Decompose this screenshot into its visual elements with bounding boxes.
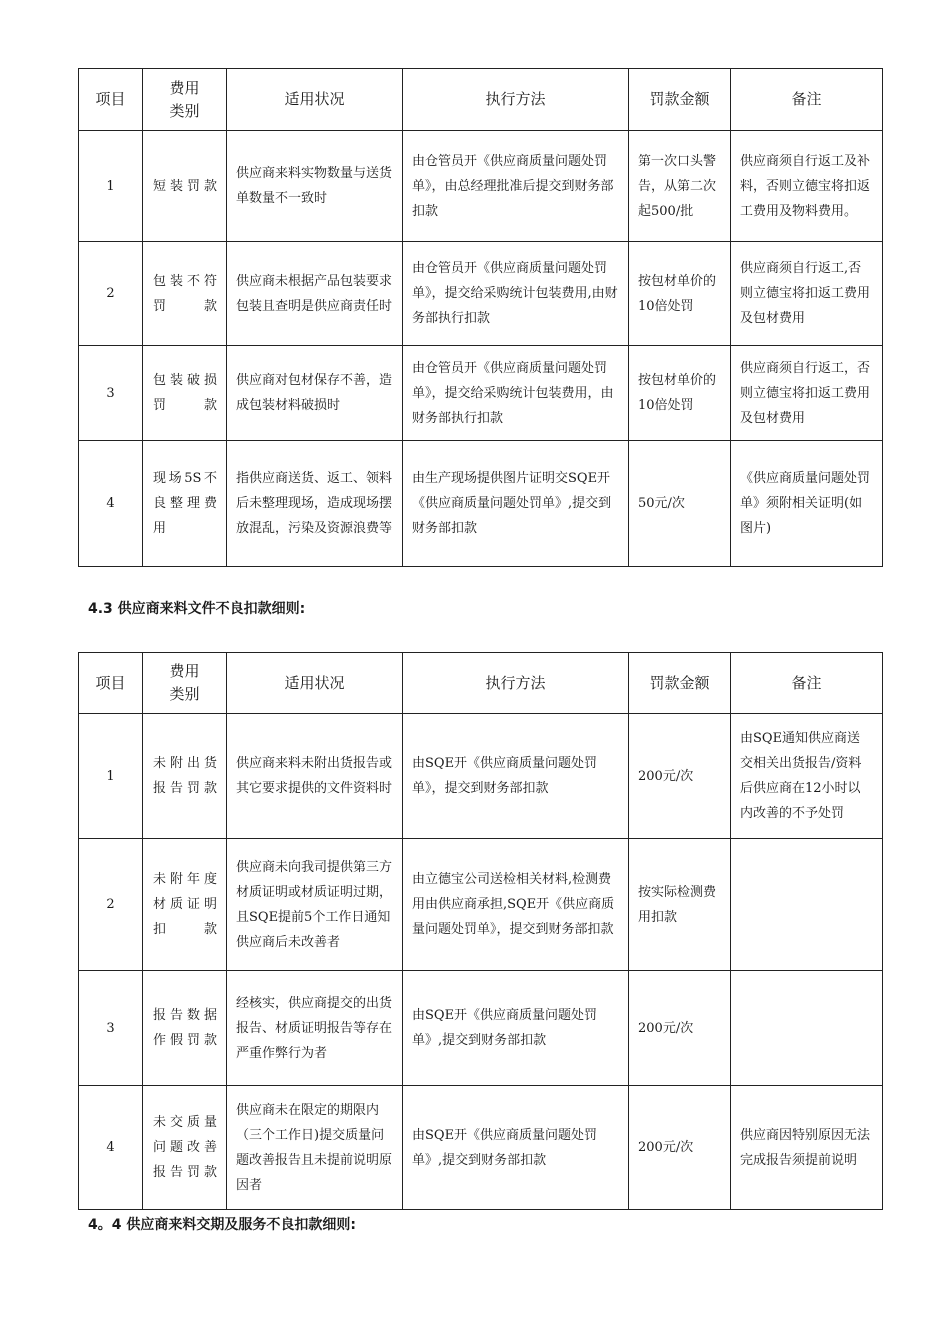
amount: 第一次口头警告，从第二次起500/批	[629, 131, 731, 242]
header-amount: 罚款金额	[629, 653, 731, 714]
method: 由仓管员开《供应商质量问题处罚单》，提交给采购统计包装费用，由财务部执行扣款	[403, 346, 629, 441]
condition: 供应商未根据产品包装要求包装且查明是供应商责任时	[227, 242, 403, 346]
item-number: 3	[79, 971, 143, 1086]
header-item: 项目	[79, 653, 143, 714]
amount: 200元/次	[629, 971, 731, 1086]
condition: 供应商对包材保存不善，造成包装材料破损时	[227, 346, 403, 441]
method: 由立德宝公司送检相关材料,检测费用由供应商承担,SQE开《供应商质量问题处罚单》，提交到财务部扣款	[403, 839, 629, 971]
fee-category: 包装破损罚款	[143, 346, 227, 441]
amount: 200元/次	[629, 1086, 731, 1210]
header-item: 项目	[79, 69, 143, 131]
fee-category: 未交质量问题改善报告罚款	[143, 1086, 227, 1210]
method: 由仓管员开《供应商质量问题处罚单》，提交给采购统计包装费用,由财务部执行扣款	[403, 242, 629, 346]
condition: 指供应商送货、返工、领料后未整理现场，造成现场摆放混乱，污染及资源浪费等	[227, 441, 403, 567]
section-heading-4-4: 4。4 供应商来料交期及服务不良扣款细则:	[88, 1217, 356, 1233]
table-row	[79, 971, 883, 1086]
header-method: 执行方法	[403, 653, 629, 714]
table-row	[79, 714, 883, 839]
fee-category: 现场5S不良整理费用	[143, 441, 227, 567]
note: 供应商因特别原因无法完成报告须提前说明	[731, 1086, 883, 1210]
penalty-table-documents	[78, 652, 883, 1210]
fee-category: 短装罚款	[143, 131, 227, 242]
item-number: 1	[79, 131, 143, 242]
item-number: 1	[79, 714, 143, 839]
table-header-row	[79, 69, 883, 131]
note: 供应商须自行返工,否则立德宝将扣返工费用及包材费用	[731, 242, 883, 346]
header-condition: 适用状况	[227, 653, 403, 714]
fee-category: 未附年度材质证明扣款	[143, 839, 227, 971]
amount: 按实际检测费用扣款	[629, 839, 731, 971]
item-number: 4	[79, 441, 143, 567]
amount: 按包材单价的10倍处罚	[629, 242, 731, 346]
condition: 供应商来料实物数量与送货单数量不一致时	[227, 131, 403, 242]
header-fee-category: 费用 类别	[143, 653, 227, 714]
header-amount: 罚款金额	[629, 69, 731, 131]
method: 由生产现场提供图片证明交SQE开《供应商质量问题处罚单》,提交到财务部扣款	[403, 441, 629, 567]
condition: 经核实，供应商提交的出货报告、材质证明报告等存在严重作弊行为者	[227, 971, 403, 1086]
penalty-table-packaging	[78, 68, 883, 567]
item-number: 2	[79, 839, 143, 971]
method: 由SQE开《供应商质量问题处罚单》，提交到财务部扣款	[403, 714, 629, 839]
fee-category: 报告数据作假罚款	[143, 971, 227, 1086]
note: 《供应商质量问题处罚单》须附相关证明(如图片)	[731, 441, 883, 567]
amount: 按包材单价的10倍处罚	[629, 346, 731, 441]
item-number: 4	[79, 1086, 143, 1210]
header-condition: 适用状况	[227, 69, 403, 131]
method: 由仓管员开《供应商质量问题处罚单》，由总经理批准后提交到财务部扣款	[403, 131, 629, 242]
table-row	[79, 1086, 883, 1210]
table-row	[79, 131, 883, 242]
note: 供应商须自行返工及补料，否则立德宝将扣返工费用及物料费用。	[731, 131, 883, 242]
table-row	[79, 839, 883, 971]
table-row	[79, 346, 883, 441]
note: 由SQE通知供应商送交相关出货报告/资料后供应商在12小时以内改善的不予处罚	[731, 714, 883, 839]
fee-category: 包装不符罚款	[143, 242, 227, 346]
header-method: 执行方法	[403, 69, 629, 131]
amount: 200元/次	[629, 714, 731, 839]
table-row	[79, 441, 883, 567]
note	[731, 971, 883, 1086]
note	[731, 839, 883, 971]
condition: 供应商未向我司提供第三方材质证明或材质证明过期，且SQE提前5个工作日通知供应商后未改善者	[227, 839, 403, 971]
table-header-row	[79, 653, 883, 714]
header-note: 备注	[731, 69, 883, 131]
condition: 供应商来料未附出货报告或其它要求提供的文件资料时	[227, 714, 403, 839]
table-row	[79, 242, 883, 346]
header-note: 备注	[731, 653, 883, 714]
item-number: 3	[79, 346, 143, 441]
amount: 50元/次	[629, 441, 731, 567]
method: 由SQE开《供应商质量问题处罚单》,提交到财务部扣款	[403, 1086, 629, 1210]
note: 供应商须自行返工，否则立德宝将扣返工费用及包材费用	[731, 346, 883, 441]
fee-category: 未附出货报告罚款	[143, 714, 227, 839]
method: 由SQE开《供应商质量问题处罚单》,提交到财务部扣款	[403, 971, 629, 1086]
section-heading-4-3: 4.3 供应商来料文件不良扣款细则:	[88, 601, 306, 617]
item-number: 2	[79, 242, 143, 346]
header-fee-category: 费用 类别	[143, 69, 227, 131]
condition: 供应商未在限定的期限内（三个工作日)提交质量问题改善报告且未提前说明原因者	[227, 1086, 403, 1210]
